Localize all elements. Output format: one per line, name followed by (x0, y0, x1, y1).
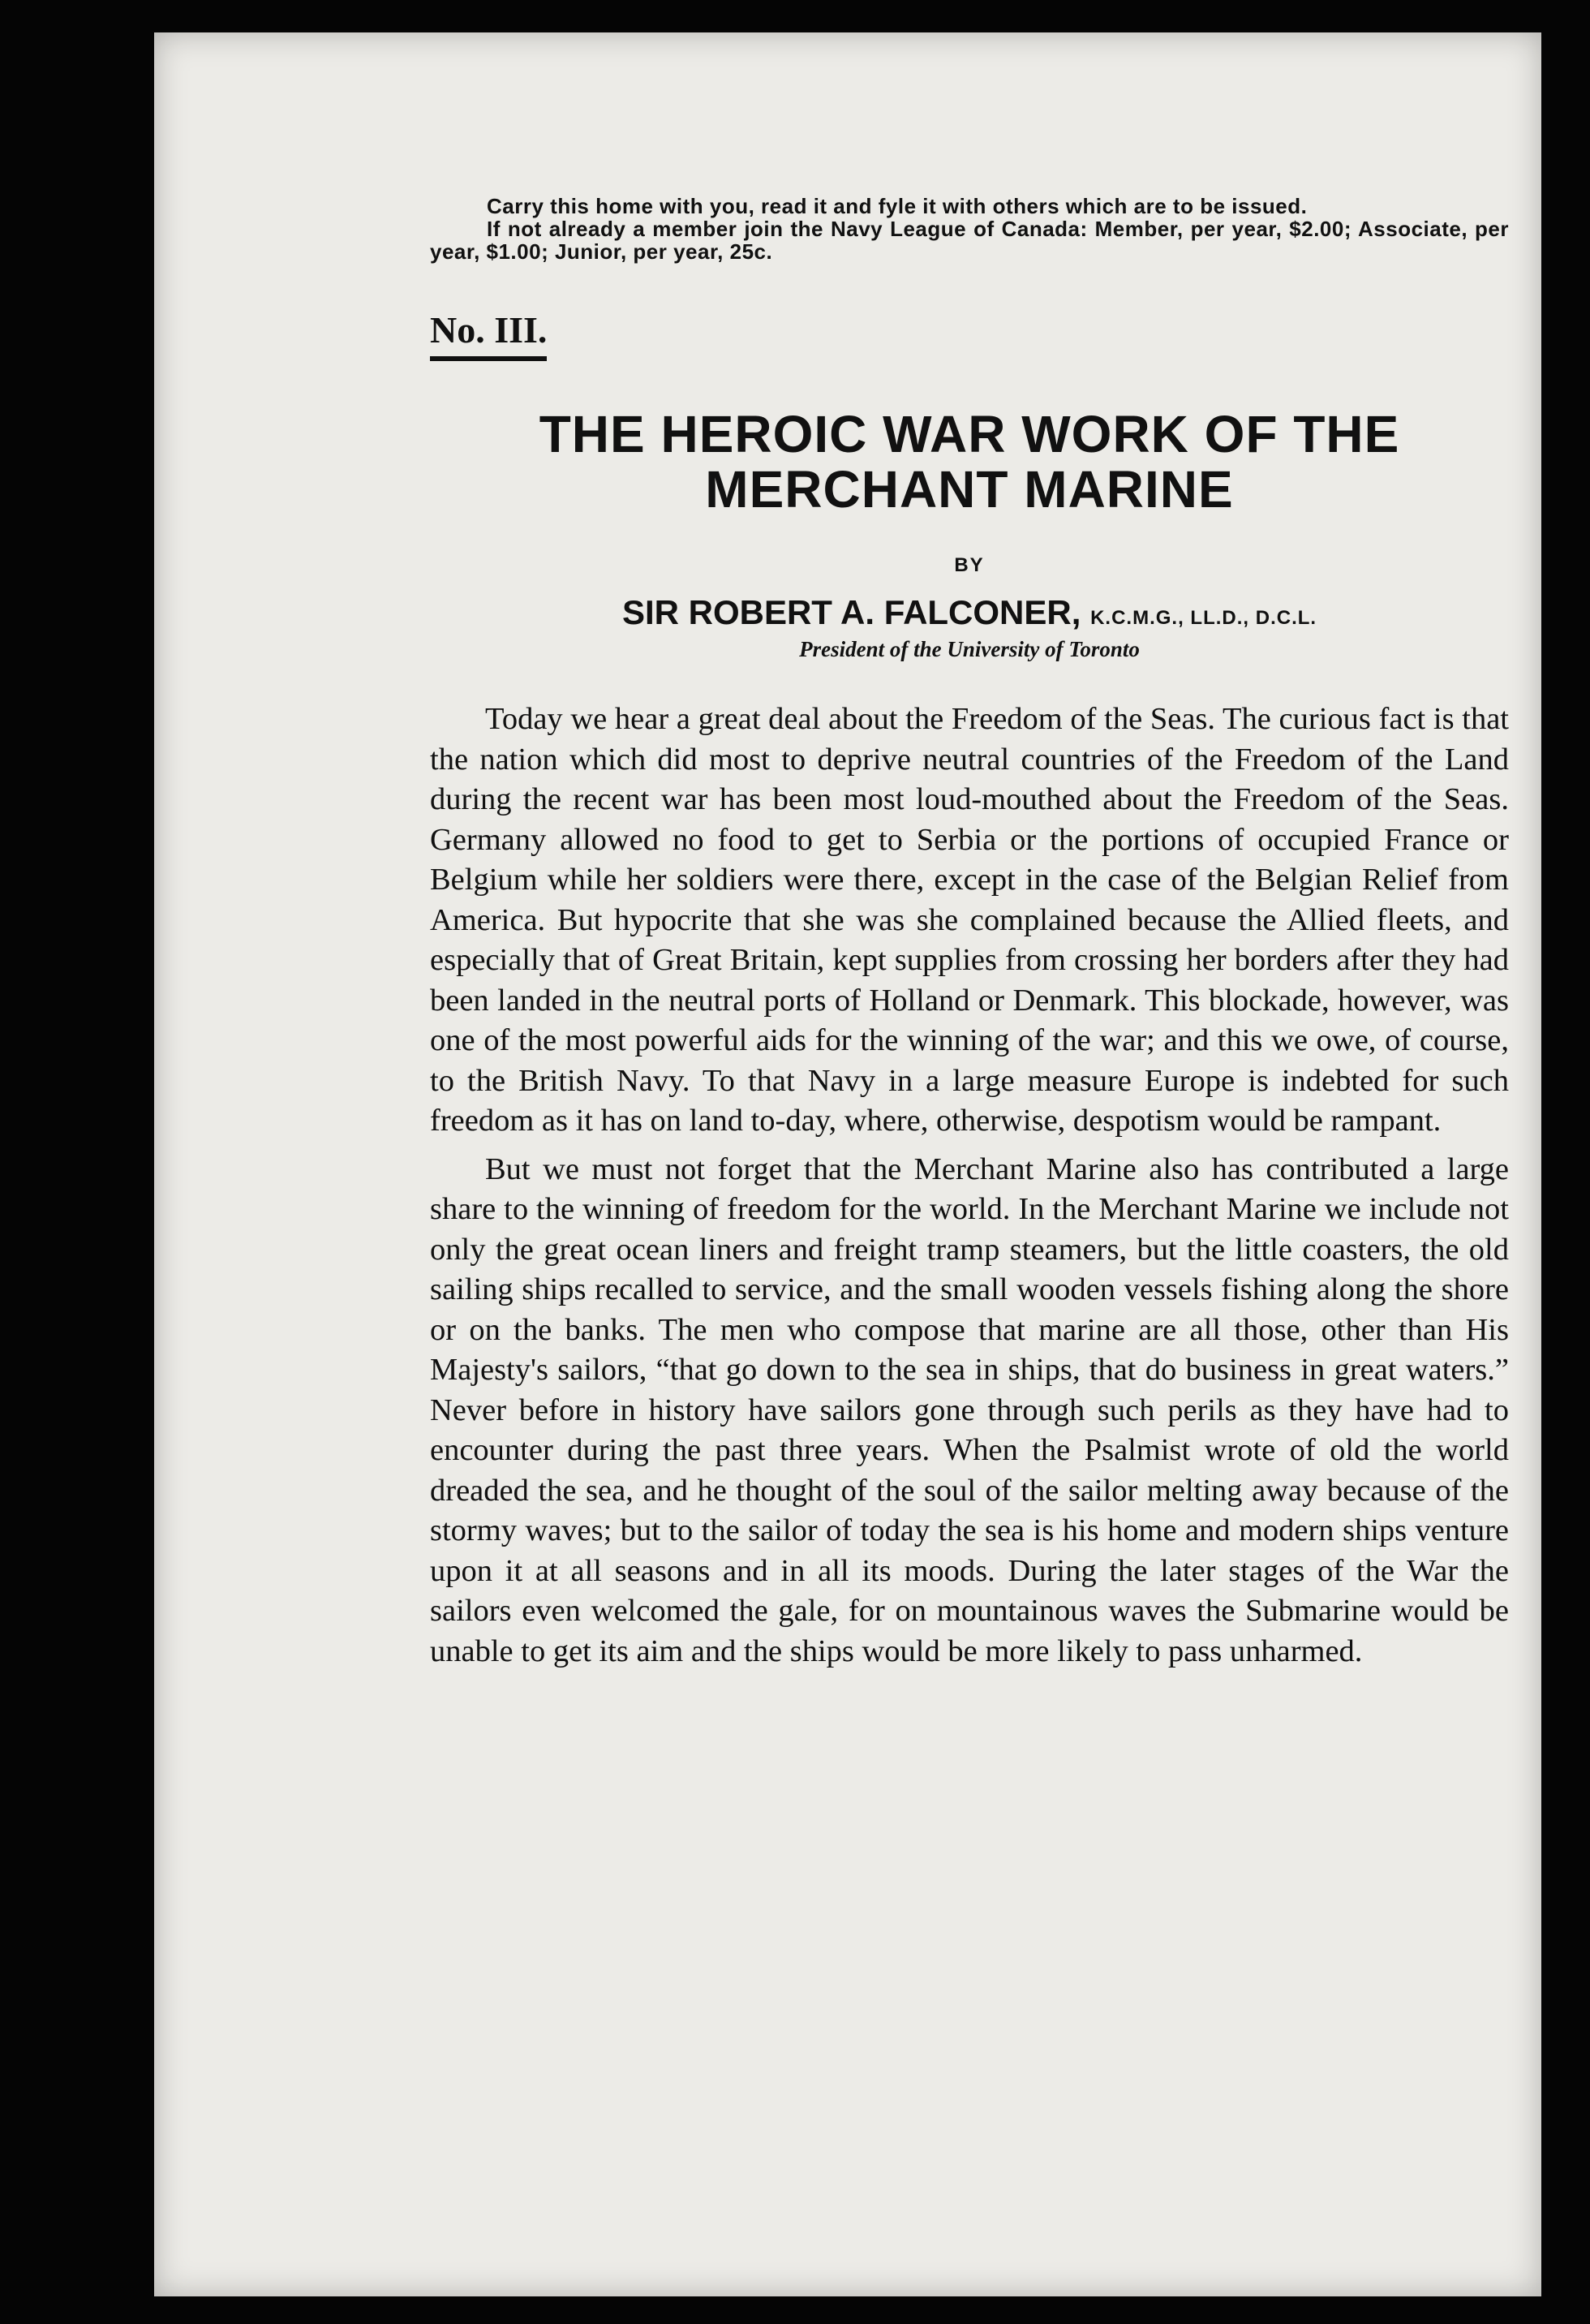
issue-number: No. III. (430, 308, 547, 361)
document-page (154, 32, 1541, 2296)
title-line-2: MERCHANT MARINE (705, 460, 1234, 519)
author-role: President of the University of Toronto (799, 637, 1140, 661)
notice-line-1: Carry this home with you, read it and fyle it with others which are to be issued. (487, 194, 1308, 218)
by-label: BY (954, 554, 985, 576)
author-credentials: K.C.M.G., LL.D., D.C.L. (1090, 607, 1317, 629)
membership-notice (430, 195, 1509, 263)
paragraph-1: Today we hear a great deal about the Freedom of the Seas. The curious fact is that the nation which did most to deprive neutral countries of the Freedom of the Land during the recent war has been most loud-mouthed about the Freedom of the Seas. Germany allowed no food to get to Serbia or the portions of occupied France or Belgium while her soldiers were there, except in the case of the Belgian Relief from America. But hypocrite that she was she complained because the Allied fleets, and especially that of Great Britain, kept supplies from crossing her borders after they had been landed in the neutral ports of Holland or Denmark. This blockade, however, was one of the most powerful aids for the winning of the war; and this we owe, of course, to the British Navy. To that Navy in a large measure Europe is indebted for such freedom as it has on land to-day, where, otherwise, despotism would be rampant. (430, 702, 1509, 1138)
page-content (430, 195, 1509, 1680)
author-name: SIR ROBERT A. FALCONER, (621, 593, 1081, 631)
article-body (430, 699, 1509, 1672)
notice-line-2: If not already a member join the Navy League of Canada: Member, per year, $2.00; Associate, per year, $1.00; Junior, per year, 25c. (430, 217, 1509, 264)
title-line-1: THE HEROIC WAR WORK OF THE (539, 405, 1400, 463)
paragraph-2: But we must not forget that the Merchant Marine also has contributed a large share to the winning of freedom for the world. In the Merchant Marine we include not only the great ocean liners and freight tramp steamers, but the little coasters, the old sailing ships recalled to service, and the small wooden vessels fishing along the shore or on the banks. The men who compose that marine are all those, other than His Majesty's sailors, “that go down to the sea in ships, that do business in great waters.” Never before in history have sailors gone through such perils as they have had to encounter during the past three years. When the Psalmist wrote of old the world dreaded the sea, and he thought of the soul of the sailor melting away because of the stormy waves; but to the sailor of today the sea is his home and modern ships venture upon it at all seasons and in all its moods. During the later stages of the War the sailors even welcomed the gale, for on mountainous waves the Submarine would be unable to get its aim and the ships would be more likely to pass unharmed. (430, 1151, 1509, 1668)
author-line (430, 593, 1509, 632)
article-title (430, 407, 1509, 517)
